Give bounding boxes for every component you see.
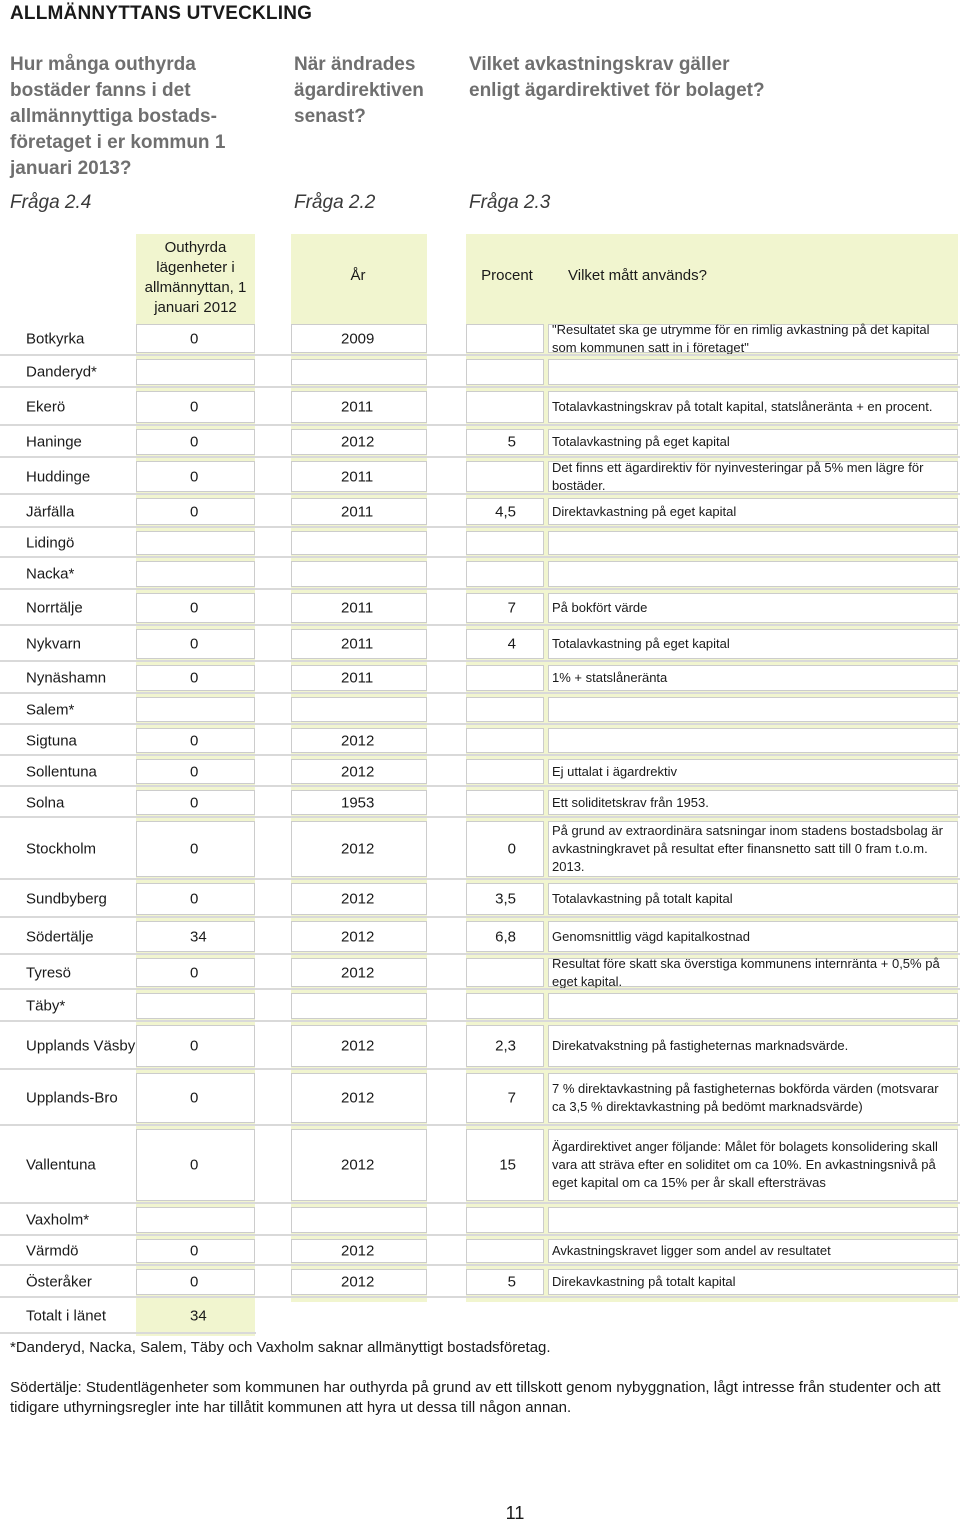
header-ar: År: [350, 267, 366, 284]
table-row: [0, 918, 960, 955]
measure-text: Totalavkastning på eget kapital: [552, 434, 730, 449]
outhyrda-value: 0: [190, 732, 199, 749]
outhyrda-value: 34: [190, 928, 207, 945]
year-value: 2012: [341, 732, 375, 749]
pct-cell-box: [466, 461, 544, 492]
pct-cell-box: [466, 993, 544, 1019]
outhyrda-value: 0: [190, 503, 199, 520]
total-row: [0, 1300, 960, 1332]
municipality-name: Huddinge: [26, 468, 91, 485]
table-row: [0, 426, 960, 458]
text-cell-box: [548, 728, 958, 753]
measure-text: 1% + statslåneränta: [552, 670, 668, 685]
year-value: 2012: [341, 433, 375, 451]
measure-text: Totalavkastningskrav på totalt kapital, statslåneränta + en procent.: [552, 399, 933, 414]
year-value: 2011: [341, 635, 374, 653]
table-row: [0, 662, 960, 694]
num-cell-box: [136, 993, 255, 1019]
year-cell-box: [291, 359, 427, 385]
table-row: [0, 955, 960, 990]
header-outhyrda: Outhyrda lägenheter i allmännyttan, 1 januari 2012: [144, 239, 247, 316]
outhyrda-value: 0: [190, 763, 199, 780]
header-procent: Procent: [481, 267, 533, 284]
measure-text: Ägardirektivet anger följande: Målet för bolagets konsolidering skall vara att sträva efter en soliditet om ca 10%. En avkastningsnivå på eget kapital om ca 15% per år skall eftersträvas: [552, 1139, 938, 1190]
table-row: [0, 880, 960, 918]
outhyrda-value: 0: [190, 964, 199, 981]
outhyrda-value: 0: [190, 433, 199, 451]
outhyrda-value: 0: [190, 1156, 199, 1174]
text-cell-box: [548, 993, 958, 1019]
outhyrda-value: 0: [190, 669, 199, 687]
municipality-name: Salem*: [26, 701, 75, 718]
table-row: [0, 1266, 960, 1298]
outhyrda-value: 0: [190, 794, 199, 811]
table-row: [0, 1236, 960, 1266]
procent-value: 5: [507, 1273, 516, 1291]
footnote-sodertalje: Södertälje: Studentlägenheter som kommunen har outhyrda på grund av ett tillskott genom nybyggnation, lågt intresse från studenter och att tidigare uthyrningsregler inte har tillåtit kommunen att hyra ut dessa till någon annan.: [10, 1379, 941, 1416]
measure-text: Det finns ett ägardirektiv för nyinvesteringar på 5% men lägre för bostäder.: [552, 459, 924, 493]
procent-value: 4,5: [495, 503, 516, 520]
outhyrda-value: 0: [190, 468, 199, 485]
measure-text: Avkastningskravet ligger som andel av resultatet: [552, 1243, 831, 1258]
municipality-name: Stockholm: [26, 840, 97, 858]
pct-cell-box: [466, 1269, 544, 1295]
municipality-name: Sundbyberg: [26, 890, 107, 908]
municipality-name: Danderyd*: [26, 363, 97, 381]
page-number: 11: [505, 1503, 525, 1523]
year-cell-box: [291, 561, 427, 587]
procent-value: 7: [507, 1089, 516, 1107]
table-row: [0, 818, 960, 880]
municipality-name: Nykvarn: [26, 635, 82, 653]
municipality-name: Södertälje: [26, 928, 94, 945]
procent-value: 5: [507, 433, 516, 451]
municipality-name: Ekerö: [26, 398, 66, 416]
year-value: 2012: [341, 1156, 375, 1174]
municipality-name: Upplands-Bro: [26, 1089, 118, 1107]
pct-cell-box: [466, 561, 544, 587]
question-2-4: Hur många outhyrda bostäder fanns i det allmännyttiga bostads-företaget i er kommun 1 januari 2013?: [10, 54, 226, 179]
year-value: 2011: [341, 669, 374, 687]
measure-text: På bokfört värde: [552, 600, 648, 615]
pct-cell-box: [466, 821, 544, 877]
year-value: 2011: [341, 503, 374, 520]
year-value: 1953: [341, 794, 375, 811]
year-value: 2012: [341, 928, 375, 945]
pct-cell-box: [466, 359, 544, 385]
procent-value: 4: [507, 635, 516, 653]
outhyrda-value: 0: [190, 890, 199, 908]
table-row: [0, 787, 960, 818]
measure-text: Resultat före skatt ska överstiga kommunens internränta + 0,5% på eget kapital.: [552, 955, 940, 989]
num-cell-box: [136, 697, 255, 722]
procent-value: 2,3: [495, 1037, 516, 1055]
outhyrda-value: 0: [190, 635, 199, 653]
municipality-name: Sollentuna: [26, 763, 97, 780]
measure-text: "Resultatet ska ge utrymme för en rimlig avkastning på det kapital som kommunen satt in i företaget": [552, 321, 930, 355]
table-row: [0, 528, 960, 558]
municipality-name: Botkyrka: [26, 330, 85, 347]
num-cell-box: [136, 561, 255, 587]
question-2-3: Vilket avkastningskrav gäller enligt ägardirektivet för bolaget?: [469, 54, 765, 101]
year-cell-box: [291, 993, 427, 1019]
num-cell-box: [136, 359, 255, 385]
measure-text: Direkavkastning på totalt kapital: [552, 1274, 736, 1289]
outhyrda-value: 0: [190, 398, 199, 416]
pct-cell-box: [466, 391, 544, 423]
table-row: [0, 388, 960, 426]
pct-cell-box: [466, 629, 544, 659]
year-value: 2011: [341, 468, 374, 485]
municipality-name: Solna: [26, 794, 65, 811]
table-row: [0, 356, 960, 388]
year-value: 2012: [341, 1242, 375, 1260]
pct-cell-box: [466, 958, 544, 987]
municipality-name: Järfälla: [26, 503, 75, 520]
pct-cell-box: [466, 1239, 544, 1263]
footnote-saknar: *Danderyd, Nacka, Salem, Täby och Vaxholm saknar allmänyttigt bostadsföretag.: [10, 1339, 551, 1356]
text-cell-box: [548, 1207, 958, 1233]
table-row: [0, 1204, 960, 1236]
text-cell-box: [548, 359, 958, 385]
total-label: Totalt i länet: [26, 1307, 107, 1325]
outhyrda-value: 0: [190, 1242, 199, 1260]
municipality-name: Nacka*: [26, 565, 75, 583]
pct-cell-box: [466, 1207, 544, 1233]
procent-value: 0: [507, 840, 516, 858]
pct-cell-box: [466, 728, 544, 753]
municipality-name: Tyresö: [26, 964, 72, 981]
outhyrda-value: 0: [190, 599, 199, 617]
municipality-name: Österåker: [26, 1273, 92, 1291]
year-value: 2012: [341, 763, 375, 780]
year-value: 2012: [341, 964, 375, 981]
outhyrda-value: 0: [190, 1037, 199, 1055]
text-cell-box: [548, 561, 958, 587]
header-vilket-matt: Vilket mått används?: [568, 267, 707, 284]
text-cell-box: [548, 697, 958, 722]
measure-text: Ej uttalat i ägardrektiv: [552, 763, 678, 779]
outhyrda-value: 0: [190, 840, 199, 858]
municipality-name: Täby*: [26, 997, 66, 1015]
pct-cell-box: [466, 593, 544, 623]
row-divider: [0, 1296, 960, 1298]
table-row: [0, 495, 960, 528]
year-value: 2012: [341, 890, 375, 908]
pct-cell-box: [466, 324, 544, 353]
municipality-name: Haninge: [26, 433, 82, 451]
table-row: [0, 558, 960, 590]
outhyrda-value: 0: [190, 1089, 199, 1107]
year-value: 2012: [341, 1273, 375, 1291]
table-row: [0, 626, 960, 662]
municipality-name: Vaxholm*: [26, 1211, 90, 1229]
year-value: 2011: [341, 398, 374, 416]
municipality-name: Nynäshamn: [26, 669, 107, 687]
fraga-2-3-label: Fråga 2.3: [469, 192, 551, 213]
year-value: 2012: [341, 840, 375, 858]
year-value: 2012: [341, 1037, 375, 1055]
year-cell-box: [291, 1207, 427, 1233]
municipality-name: Värmdö: [26, 1242, 79, 1260]
text-cell-box: [548, 531, 958, 555]
table-row: [0, 321, 960, 356]
measure-text: 7 % direktavkastning på fastigheternas bokförda värden (motsvarar ca 3,5 % direktavkastning på bedömt marknadsvärde): [552, 1081, 939, 1114]
table-row: [0, 694, 960, 725]
page-title: ALLMÄNNYTTANS UTVECKLING: [10, 3, 313, 24]
table-row: [0, 756, 960, 787]
table-row: [0, 590, 960, 626]
measure-text: Genomsnittlig vägd kapitalkostnad: [552, 928, 751, 944]
municipality-name: Upplands Väsby: [26, 1037, 136, 1055]
pct-cell-box: [466, 1073, 544, 1123]
measure-text: Direktavkastning på eget kapital: [552, 503, 737, 519]
outhyrda-value: 0: [190, 330, 199, 347]
total-divider: [0, 1332, 256, 1334]
municipality-name: Vallentuna: [26, 1156, 96, 1174]
pct-cell-box: [466, 531, 544, 555]
pct-cell-box: [466, 790, 544, 815]
procent-value: 6,8: [495, 928, 516, 945]
total-value: 34: [190, 1307, 207, 1325]
table-row: [0, 1022, 960, 1070]
pct-cell-box: [466, 697, 544, 722]
table-row: [0, 1070, 960, 1126]
measure-text: Ett soliditetskrav från 1953.: [552, 794, 709, 810]
measure-text: Totalavkastning på eget kapital: [552, 636, 730, 651]
pct-cell-box: [466, 759, 544, 784]
fraga-2-4-label: Fråga 2.4: [10, 192, 92, 213]
year-value: 2011: [341, 599, 374, 617]
table-row: [0, 458, 960, 495]
year-cell-box: [291, 531, 427, 555]
measure-text: Direkatvakstning på fastigheternas marknadsvärde.: [552, 1038, 849, 1053]
table-row: [0, 1126, 960, 1204]
municipality-name: Sigtuna: [26, 732, 77, 749]
procent-value: 7: [507, 599, 516, 617]
pct-cell-box: [466, 665, 544, 691]
table-row: [0, 990, 960, 1022]
num-cell-box: [136, 531, 255, 555]
table-row: [0, 725, 960, 756]
question-2-2: När ändrades ägardirektiven senast?: [294, 54, 424, 127]
municipality-name: Lidingö: [26, 534, 75, 552]
measure-text: Totalavkastning på totalt kapital: [552, 891, 733, 906]
procent-value: 15: [499, 1156, 516, 1174]
municipality-name: Norrtälje: [26, 599, 83, 617]
year-value: 2009: [341, 330, 375, 347]
year-value: 2012: [341, 1089, 375, 1107]
outhyrda-value: 0: [190, 1273, 199, 1291]
num-cell-box: [136, 1207, 255, 1233]
fraga-2-2-label: Fråga 2.2: [294, 192, 376, 213]
year-cell-box: [291, 697, 427, 722]
procent-value: 3,5: [495, 890, 516, 908]
pct-cell-box: [466, 429, 544, 455]
measure-text: På grund av extraordinära satsningar inom stadens bostadsbolag är avkastningkravet på resultat efter finansnetto satt till 0 fram t.o.m. 2013.: [552, 823, 943, 874]
